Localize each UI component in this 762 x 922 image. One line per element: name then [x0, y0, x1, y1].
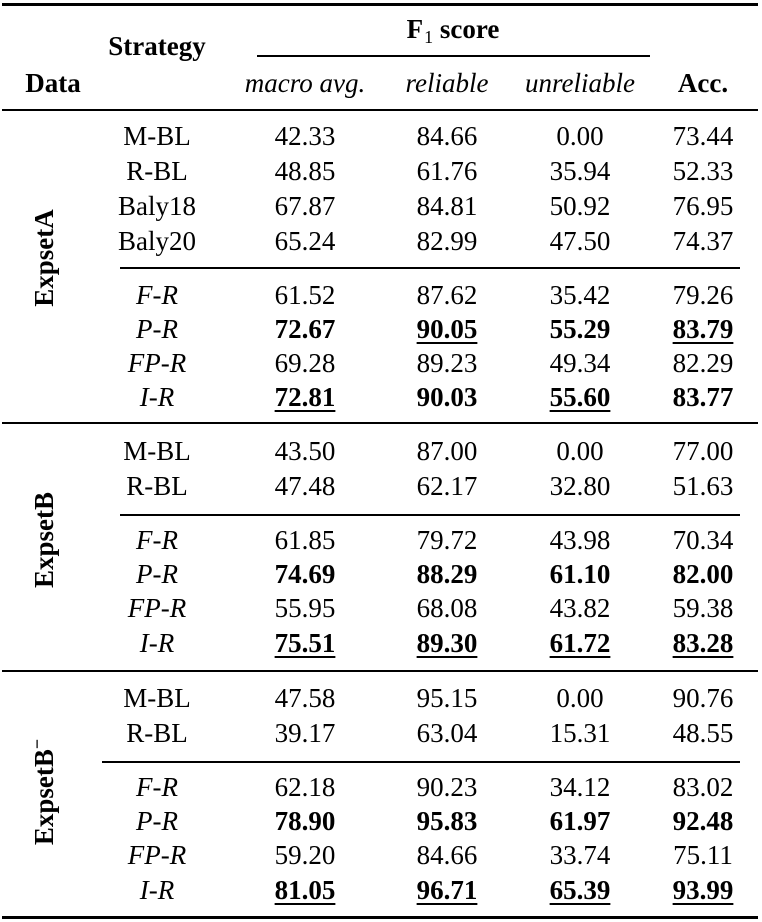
acc-cell: 83.28: [672, 628, 734, 658]
macro-cell: 72.67: [274, 314, 336, 344]
unreliable-cell: 0.00: [556, 436, 604, 466]
strategy-cell: I-R: [139, 875, 175, 905]
acc-cell: 92.48: [672, 806, 734, 836]
macro-cell: 69.28: [274, 348, 336, 378]
header-f1-letter: F: [406, 14, 424, 44]
acc-cell: 51.63: [672, 471, 734, 501]
macro-cell: 48.85: [274, 156, 336, 186]
reliable-cell: 63.04: [416, 718, 478, 748]
unreliable-cell: 61.97: [549, 806, 611, 836]
macro-cell: 78.90: [274, 806, 336, 836]
acc-cell: 83.79: [672, 314, 734, 344]
reliable-cell: 79.72: [416, 525, 478, 555]
strategy-cell: F-R: [136, 772, 178, 802]
strategy-cell: Baly20: [118, 226, 196, 256]
acc-cell: 82.00: [672, 559, 734, 589]
acc-cell: 79.26: [672, 280, 734, 310]
section-rule-a-b: [2, 422, 758, 424]
section-label-text: ExpsetA: [29, 209, 59, 307]
strategy-cell: R-BL: [126, 156, 188, 186]
unreliable-cell: 65.39: [549, 875, 611, 905]
header-data: Data: [25, 68, 81, 98]
reliable-cell: 82.99: [416, 226, 478, 256]
bottom-rule: [2, 916, 758, 919]
macro-cell: 61.52: [274, 280, 336, 310]
unreliable-cell: 0.00: [556, 121, 604, 151]
unreliable-cell: 47.50: [549, 226, 611, 256]
reliable-cell: 61.76: [416, 156, 478, 186]
strategy-cell: M-BL: [123, 436, 191, 466]
reliable-cell: 87.62: [416, 280, 478, 310]
strategy-cell: FP-R: [127, 840, 187, 870]
unreliable-cell: 15.31: [549, 718, 611, 748]
unreliable-cell: 32.80: [549, 471, 611, 501]
macro-cell: 62.18: [274, 772, 336, 802]
unreliable-cell: 35.94: [549, 156, 611, 186]
strategy-cell: M-BL: [123, 121, 191, 151]
macro-cell: 81.05: [274, 875, 336, 905]
strategy-cell: F-R: [136, 525, 178, 555]
macro-cell: 47.58: [274, 683, 336, 713]
strategy-cell: F-R: [136, 280, 178, 310]
acc-cell: 70.34: [672, 525, 734, 555]
header-unreliable: unreliable: [525, 68, 635, 98]
macro-cell: 55.95: [274, 593, 336, 623]
section-label-expseta: [29, 209, 59, 307]
acc-cell: 59.38: [672, 593, 734, 623]
expsetb-inner-rule: [120, 514, 740, 516]
reliable-cell: 95.15: [416, 683, 478, 713]
header-f1-subscript: 1: [424, 27, 434, 47]
acc-cell: 90.76: [672, 683, 734, 713]
section-label-text: ExpsetB: [29, 491, 59, 589]
unreliable-cell: 0.00: [556, 683, 604, 713]
acc-cell: 83.77: [672, 382, 734, 412]
unreliable-cell: 61.72: [549, 628, 611, 658]
macro-cell: 47.48: [274, 471, 336, 501]
macro-cell: 75.51: [274, 628, 336, 658]
header-f1-rest: score: [433, 14, 500, 44]
acc-cell: 82.29: [672, 348, 734, 378]
strategy-cell: Baly18: [118, 191, 196, 221]
acc-cell: 74.37: [672, 226, 734, 256]
unreliable-cell: 61.10: [549, 559, 611, 589]
section-rule-b-bminus: [2, 670, 758, 672]
acc-cell: 75.11: [673, 840, 733, 870]
header-strategy: Strategy: [108, 31, 206, 61]
reliable-cell: 88.29: [416, 559, 478, 589]
strategy-cell: R-BL: [126, 471, 188, 501]
reliable-cell: 84.81: [416, 191, 478, 221]
unreliable-cell: 43.82: [549, 593, 611, 623]
header-f1-score: [407, 12, 500, 46]
macro-cell: 65.24: [274, 226, 336, 256]
reliable-cell: 89.23: [416, 348, 478, 378]
reliable-cell: 90.05: [416, 314, 478, 344]
acc-cell: 76.95: [672, 191, 734, 221]
strategy-cell: M-BL: [123, 683, 191, 713]
macro-cell: 67.87: [274, 191, 336, 221]
acc-cell: 83.02: [672, 772, 734, 802]
strategy-cell: P-R: [136, 806, 178, 836]
reliable-cell: 68.08: [416, 593, 478, 623]
reliable-cell: 90.23: [416, 772, 478, 802]
strategy-cell: P-R: [136, 559, 178, 589]
strategy-cell: FP-R: [127, 593, 187, 623]
macro-cell: 39.17: [274, 718, 336, 748]
f1-cmidrule: [257, 55, 650, 57]
strategy-cell: I-R: [139, 628, 175, 658]
macro-cell: 74.69: [274, 559, 336, 589]
section-label-expsetb: [29, 492, 59, 588]
strategy-cell: P-R: [136, 314, 178, 344]
acc-cell: 73.44: [672, 121, 734, 151]
strategy-cell: FP-R: [127, 348, 187, 378]
reliable-cell: 84.66: [416, 840, 478, 870]
unreliable-cell: 55.60: [549, 382, 611, 412]
unreliable-cell: 43.98: [549, 525, 611, 555]
header-reliable: reliable: [405, 68, 489, 98]
macro-cell: 42.33: [274, 121, 336, 151]
acc-cell: 93.99: [672, 875, 734, 905]
strategy-cell: R-BL: [126, 718, 188, 748]
unreliable-cell: 50.92: [549, 191, 611, 221]
unreliable-cell: 55.29: [549, 314, 611, 344]
expsetbminus-inner-rule: [102, 761, 740, 763]
acc-cell: 77.00: [672, 436, 734, 466]
macro-cell: 59.20: [274, 840, 336, 870]
reliable-cell: 89.30: [416, 628, 478, 658]
acc-cell: 52.33: [672, 156, 734, 186]
reliable-cell: 87.00: [416, 436, 478, 466]
section-label-superscript: −: [27, 738, 47, 750]
reliable-cell: 84.66: [416, 121, 478, 151]
reliable-cell: 90.03: [416, 382, 478, 412]
section-label-expsetb-minus: [29, 739, 59, 845]
strategy-cell: I-R: [139, 382, 175, 412]
expseta-inner-rule: [120, 267, 740, 269]
top-rule: [2, 3, 758, 6]
unreliable-cell: 35.42: [549, 280, 611, 310]
macro-cell: 72.81: [274, 382, 336, 412]
reliable-cell: 62.17: [416, 471, 478, 501]
macro-cell: 43.50: [274, 436, 336, 466]
unreliable-cell: 34.12: [549, 772, 611, 802]
header-midrule: [2, 109, 758, 111]
macro-cell: 61.85: [274, 525, 336, 555]
header-macro-avg: macro avg.: [244, 68, 366, 98]
acc-cell: 48.55: [672, 718, 734, 748]
section-label-text: ExpsetB: [29, 749, 59, 846]
reliable-cell: 95.83: [416, 806, 478, 836]
reliable-cell: 96.71: [416, 875, 478, 905]
unreliable-cell: 33.74: [549, 840, 611, 870]
unreliable-cell: 49.34: [549, 348, 611, 378]
header-acc: Acc.: [677, 68, 729, 98]
